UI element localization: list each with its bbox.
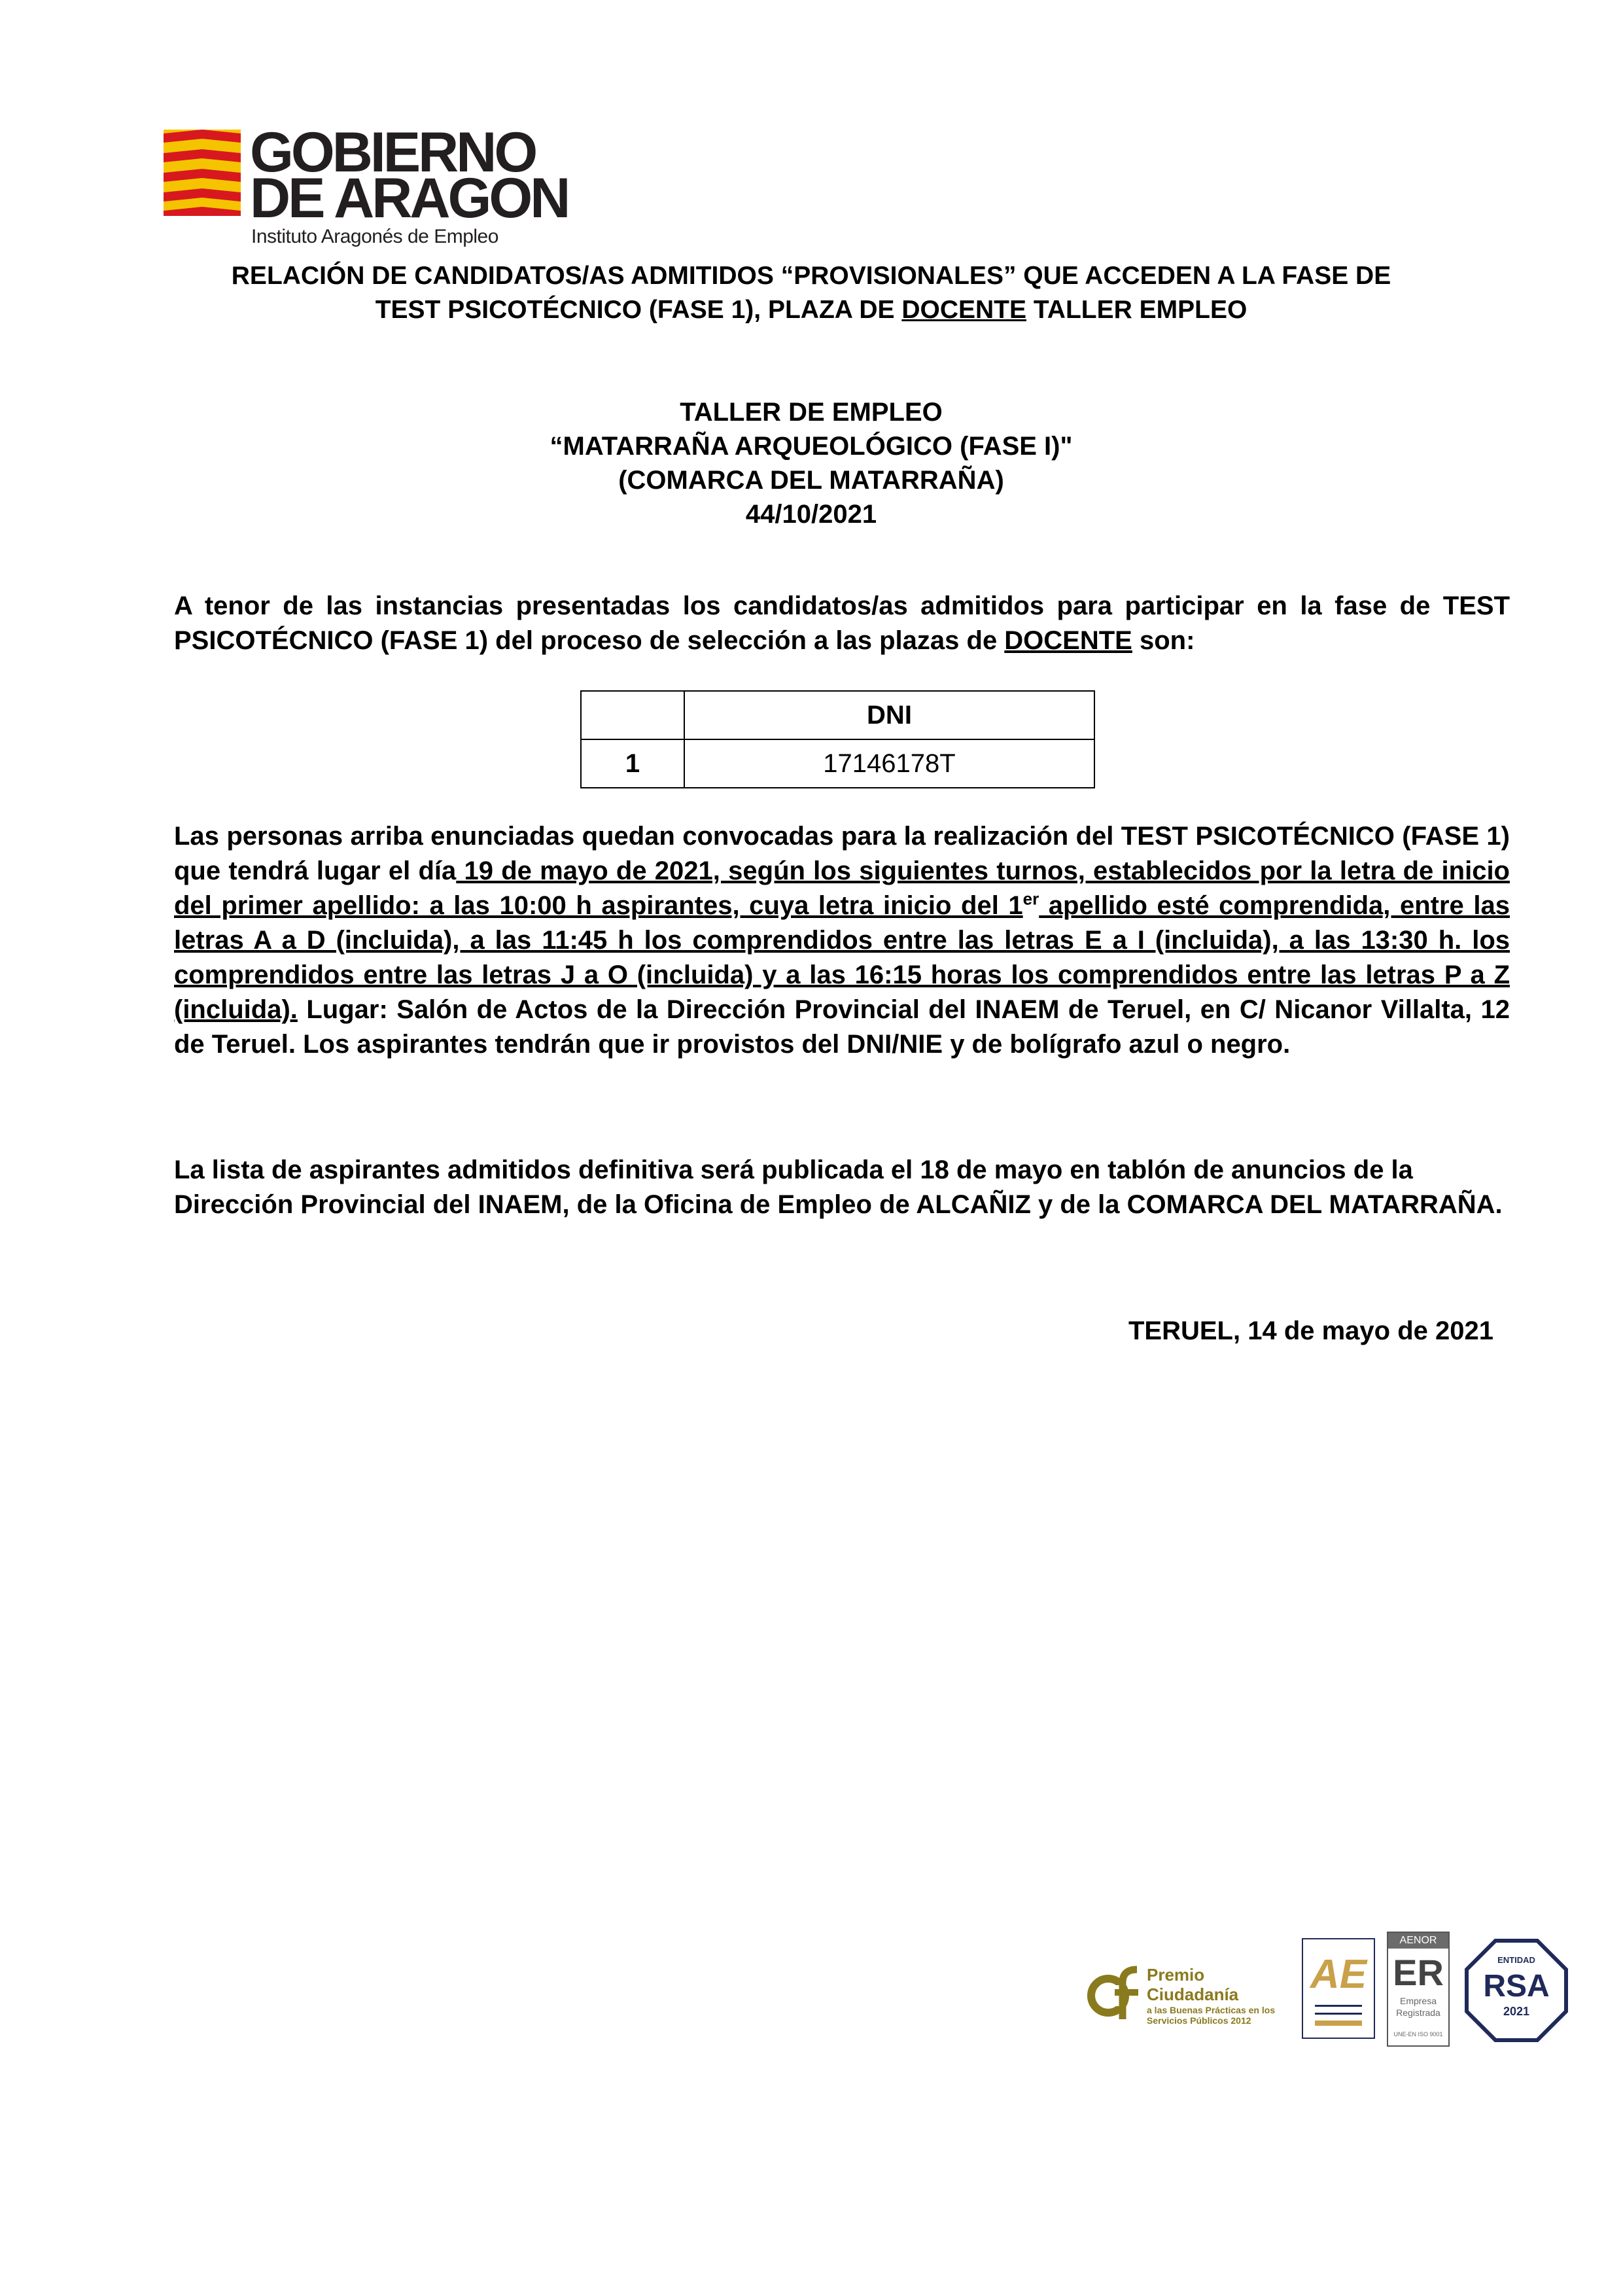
table-cell-dni: 17146178T (684, 739, 1094, 788)
intro-docente: DOCENTE (1004, 626, 1132, 655)
convocatoria-part1: Las personas arriba enunciadas quedan convocadas para la realización del TEST PSICOTÉCNICO (FASE 1) que tendrá lugar el día (174, 822, 1510, 885)
title-line2-post: TALLER EMPLEO (1026, 296, 1248, 324)
rsa-mark: RSA (1483, 1969, 1550, 2004)
brand-subtitle: Instituto Aragonés de Empleo (251, 226, 498, 247)
premio-text (1147, 1966, 1287, 2026)
table-header-empty (581, 691, 684, 739)
intro-text: A tenor de las instancias presentadas los candidatos/as admitidos para participar en la fase de TEST PSICOTÉCNICO (FASE 1) del proceso de selección a las plazas de (174, 592, 1510, 655)
aragon-flag-icon (164, 130, 241, 216)
ae-mark: AE (1310, 1952, 1367, 1997)
premio-line3: Servicios Públicos 2012 (1147, 2015, 1251, 2026)
title-line1: RELACIÓN DE CANDIDATOS/AS ADMITIDOS “PROVISIONALES” QUE ACCEDEN A LA FASE DE (231, 262, 1391, 290)
rsa-top: ENTIDAD (1497, 1955, 1535, 1965)
taller-line2: “MATARRAÑA ARQUEOLÓGICO (FASE I)" (550, 432, 1073, 461)
table-header-row (581, 691, 1094, 739)
premio-line2: a las Buenas Prácticas en los (1147, 2004, 1276, 2015)
convocatoria-part3: apellido esté comprendida, entre las letras A a D (incluida), a las 11:45 h los comprendidos entre las letras E a I (incluida), a las 13:30 h. los comprendidos entre las letras J a O (incluida) y a las 16:15 horas los comprendidos entre las letras P a Z (incluida). (174, 891, 1510, 1024)
convocatoria-sup: er (1022, 889, 1039, 909)
table-row (581, 739, 1094, 788)
title-line2-pre: TEST PSICOTÉCNICO (FASE 1), PLAZA DE (375, 296, 902, 324)
taller-line4: 44/10/2021 (745, 500, 877, 529)
aenor-top: AENOR (1388, 1933, 1448, 1949)
title-line2-docente: DOCENTE (901, 296, 1027, 324)
ae-excelencia-logo (1302, 1938, 1375, 2039)
aenor-line3: UNE-EN ISO 9001 (1393, 2031, 1443, 2038)
convocatoria-part4: Lugar: Salón de Actos de la Dirección Provincial del INAEM de Teruel, en C/ Nicanor Villalta, 12 de Teruel. Los aspirantes tendrán que ir provistos del DNI/NIE y de bolígrafo azul o negro. (174, 995, 1510, 1059)
gobierno-aragon-logo (164, 121, 569, 249)
aenor-line1: Empresa (1399, 1996, 1437, 2006)
intro-paragraph (174, 589, 1510, 658)
taller-block (157, 395, 1465, 531)
brand-line2: DE ARAGON (250, 167, 568, 230)
dni-table (580, 690, 1095, 788)
aenor-logo (1387, 1932, 1450, 2047)
place-date: TERUEL, 14 de mayo de 2021 (1128, 1316, 1493, 1345)
premio-cf-icon (1085, 1963, 1143, 2022)
title-line2 (157, 293, 1465, 327)
rsa-year: 2021 (1503, 2005, 1530, 2018)
intro-text-end: son: (1132, 626, 1195, 655)
lista-paragraph: La lista de aspirantes admitidos definitiva será publicada el 18 de mayo en tablón de anuncios de la Dirección Provincial del INAEM, de la Oficina de Empleo de ALCAÑIZ y de la COMARCA DEL MATARRAÑA. (174, 1156, 1503, 1219)
table-header-dni: DNI (684, 691, 1094, 739)
table-cell-num: 1 (581, 739, 684, 788)
taller-line3: (COMARCA DEL MATARRAÑA) (618, 466, 1004, 495)
brand-line1: GOBIERNO (250, 121, 536, 184)
aenor-line2: Registrada (1396, 2007, 1440, 2018)
document-title (157, 259, 1465, 327)
premio-ciudadania-logo (1085, 1956, 1287, 2035)
taller-line1: TALLER DE EMPLEO (680, 398, 943, 427)
convocatoria-part2: 19 de mayo de 2021, según los siguientes turnos, establecidos por la letra de inicio del primer apellido: a las 10:00 h aspirantes, cuya letra inicio del 1 (174, 857, 1510, 920)
rsa-logo (1464, 1938, 1569, 2043)
convocatoria-paragraph (174, 819, 1510, 1062)
premio-line1: Premio Ciudadanía (1147, 1965, 1239, 2004)
aenor-mark: ER (1393, 1952, 1444, 1993)
